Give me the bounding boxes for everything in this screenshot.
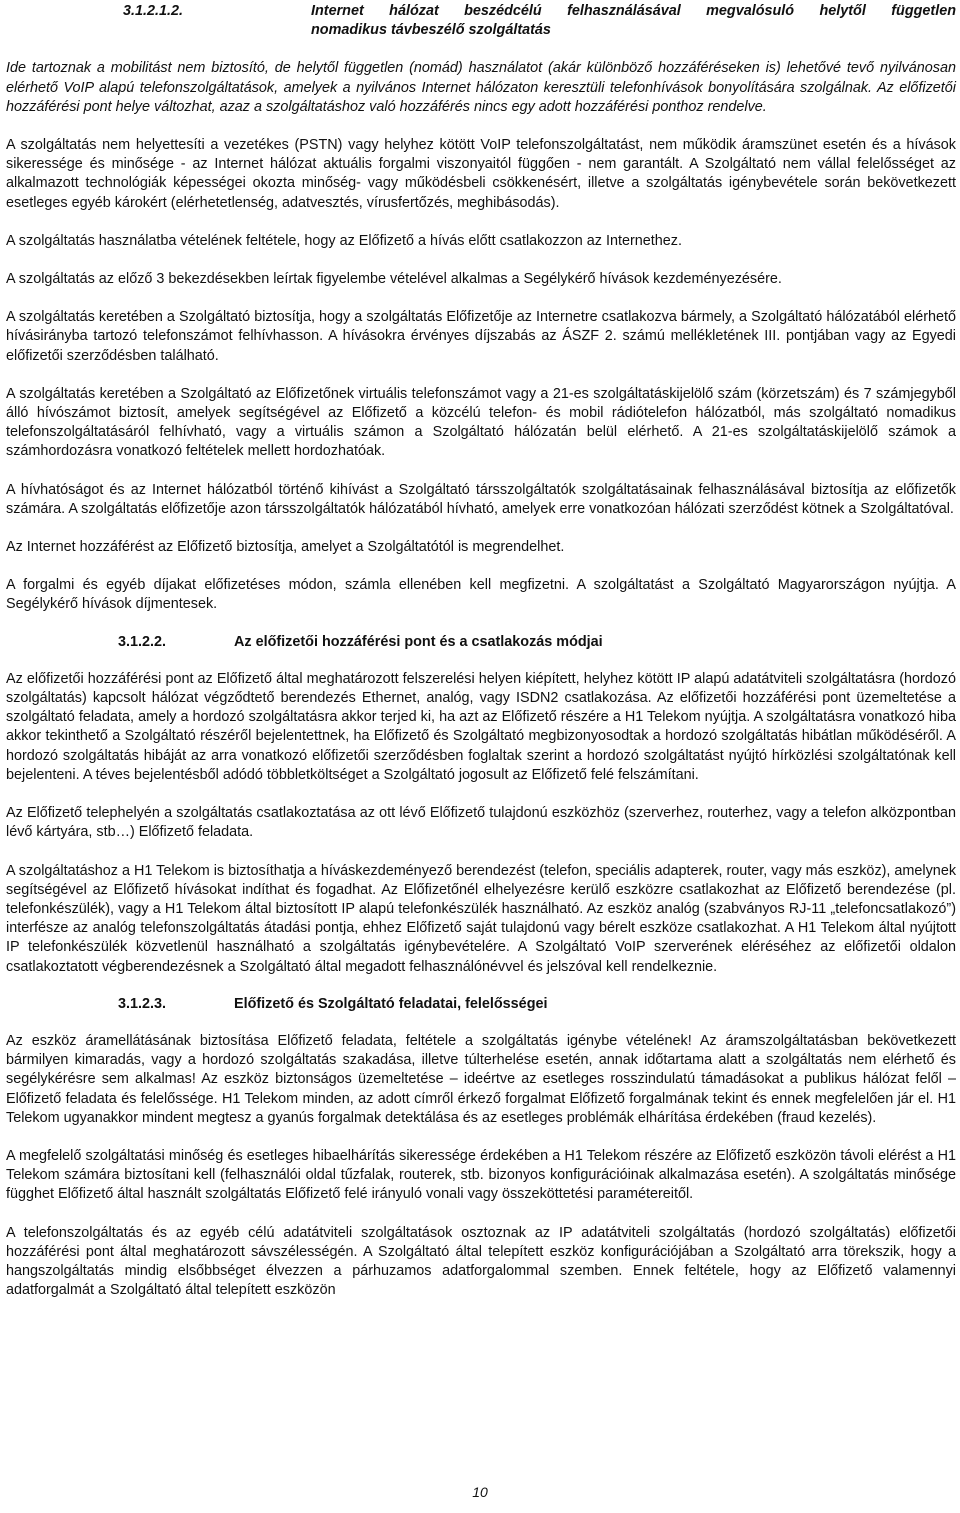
- paragraph: Az eszköz áramellátásának biztosítása Előfizető feladata, feltétele a szolgáltatás igénybe vételének! Az áramszolgáltatásban bekövetkezett bármilyen kimaradás, vagy a hordozó szolgáltatás szakadása, illetve túlterhelése esetén, annak időtartama alatt a szolgáltatás nem elérhető és segélykérésre sem alkalmas! Az eszköz biztonságos üzemeltetése – ideértve az esetleges rosszindulatú támadásokat a publikus hálózat felől – Előfizető feladata és felelőssége. H1 Telekom minden, az adott címről érkező forgalmat Előfizető forgalmának tekint és ennek megfelelően jár el. H1 Telekom ugyanakkor mindent megtesz a gyanús forgalmak detektálása és az esetleges problémák elhárítása érdekében (fraud kezelés).: [6, 1032, 956, 1126]
- page-number: 10: [472, 1484, 488, 1500]
- paragraph: A szolgáltatás keretében a Szolgáltató az Előfizetőnek virtuális telefonszámot vagy a 21-es szolgáltatáskijelölő szám (körzetszám) és 7 számjegyből álló hívószámot biztosít, amelyek segítségével az Előfizető a közcélú telefon- és mobil rádiótelefon hálózatból, más szolgáltató nomadikus telefonszolgáltatásáról felhívható, vagy a virtuális számon a Szolgáltató hálózatán belül elérhető. A 21-es szolgáltatáskijelölő számok a számhordozásra vonatkozó feltételek mellett hordozhatóak.: [6, 385, 956, 460]
- intro-paragraph: Ide tartoznak a mobilitást nem biztosító, de helytől független (nomád) használatot (akár különböző hozzáféréseken is) lehetővé tevő nyilvánosan elérhető VoIP alapú telefonszolgáltatások, amelyek a nyilvános Internet hálózaton keresztüli telefonhívások bonyolítására szolgálnak. Az előfizetői hozzáférési pont helye változhat, azaz a szolgáltatáshoz való hozzáférés nincs egy adott hozzáférési ponthoz rendelve.: [6, 60, 956, 115]
- paragraph: A szolgáltatás nem helyettesíti a vezetékes (PSTN) vagy helyhez kötött VoIP telefonszolgáltatást, nem működik áramszünet esetén és a hívások sikeressége és minősége - az Internet hálózat aktuális forgalmi viszonyaitól függően - nem garantált. A Szolgáltató nem vállal felelősséget az alkalmazott technológiák képességei okozta minőség- vagy működésbeli csökkenésért, illetve a szolgáltatás igénybevétele során bekövetkezett esetleges egyéb károkért (elérhetetlenség, adatvesztés, vírusfertőzés, meghibásodás).: [6, 137, 956, 211]
- section-number: 3.1.2.2.: [118, 633, 167, 650]
- section-title-line-1: Internet hálózat beszédcélú felhasználásával megvalósuló helytől független: [311, 3, 956, 19]
- section-title-line-2: nomadikus távbeszélő szolgáltatás: [311, 22, 551, 39]
- document-body: [6, 2, 956, 1300]
- section-heading-3-1-2-1-2: [6, 2, 956, 21]
- paragraph: Az Internet hozzáférést az Előfizető biztosítja, amelyet a Szolgáltatótól is megrendelhet.: [6, 539, 565, 556]
- section-number: 3.1.2.1.2.: [123, 3, 184, 19]
- paragraph: A megfelelő szolgáltatási minőség és esetleges hibaelhárítás sikeressége érdekében a H1 Telekom részére az Előfizető eszközön távoli elérést a H1 Telekom számára biztosítani kell (felhasználói oldal tűzfalak, routerek, stb. bizonyos konfigurációinak alkalmazása esetén). A szolgáltatás minősége függhet Előfizető által használt szolgáltatás Előfizető felé irányuló vonali vagy összeköttetési paramétereitől.: [6, 1147, 956, 1203]
- section-heading-3-1-2-2: [6, 633, 956, 652]
- paragraph: A hívhatóságot és az Internet hálózatból történő kihívást a Szolgáltató társszolgáltatók szolgáltatásainak felhasználásával biztosítja az előfizetők számára. A szolgáltatás előfizetője azon társszolgáltatók hálózatából hívható, amelyek erre vonatkozóan hálózati szerződést kötnek a Szolgáltatóval.: [6, 481, 956, 517]
- paragraph: A szolgáltatás keretében a Szolgáltató biztosítja, hogy a szolgáltatás Előfizetője az Internetre csatlakozva bármely, a Szolgáltató hálózatából elérhető hívásirányba tartozó telefonszámot felhívhasson. A hívásokra érvényes díjszabás az ÁSZF 2. számú mellékletének III. pontjában vagy az Egyedi előfizetői szerződésben található.: [6, 309, 956, 364]
- section-number: 3.1.2.3.: [118, 995, 167, 1012]
- section-title: Előfizető és Szolgáltató feladatai, felelősségei: [234, 995, 548, 1012]
- section-title: Az előfizetői hozzáférési pont és a csatlakozás módjai: [234, 633, 603, 650]
- paragraph: Az Előfizető telephelyén a szolgáltatás csatlakoztatása az ott lévő Előfizető tulajdonú eszközhöz (szerverhez, routerhez, vagy a telefon alközpontban lévő kártyára, stb…) Előfizető feladata.: [6, 805, 956, 841]
- paragraph: Az előfizetői hozzáférési pont az Előfizető által meghatározott felszerelési helyen kiépített, helyhez kötött IP alapú adatátviteli szolgáltatásra (hordozó szolgáltatás) kapcsolt hálózat végződtető berendezés Ethernet, analóg, vagy ISDN2 csatlakozása. Az előfizetői hozzáférési pont üzemeltetése a szolgáltató feladata, amely a hordozó szolgáltatásra akkor terjed ki, ha azt az Előfizető részére a H1 Telekom nyújtja. A szolgáltatásra vonatkozó hiba akkor tekinthető a Szolgáltató részéről bejelentettnek, ha Előfizető és Szolgáltató megbizonyosodtak a hordozó szolgáltatás hibátlan működéséről. A hordozó szolgáltatás hibáját az arra vonatkozó előfizetői szerződésben foglaltak szerint a hordozó szolgáltatást nyújtó hírközlési szolgáltatónak kell bejelenteni. A téves bejelentésből adódó többletköltséget a Szolgáltató jogosult az Előfizető felé felszámítani.: [6, 670, 956, 783]
- paragraph: A szolgáltatás használatba vételének feltétele, hogy az Előfizető a hívás előtt csatlakozzon az Internethez.: [6, 232, 682, 249]
- paragraph: A telefonszolgáltatás és az egyéb célú adatátviteli szolgáltatások osztoznak az IP adatátviteli szolgáltatás (hordozó szolgáltatás) előfizetői hozzáférési pont által meghatározott sávszélességén. A Szolgáltató által telepített eszköz konfigurációjában a Szolgáltató arra törekszik, hogy a hangszolgáltatás mindig elsőbbséget élvezzen a párhuzamos adatforgalommal szemben. Ennek feltétele, hogy az Előfizető valamennyi adatforgalmát a Szolgáltató által telepített eszközön: [6, 1224, 956, 1299]
- paragraph: A szolgáltatás az előző 3 bekezdésekben leírtak figyelembe vételével alkalmas a Segélykérő hívások kezdeményezésére.: [6, 271, 782, 288]
- section-heading-3-1-2-3: [6, 995, 956, 1014]
- paragraph: A szolgáltatáshoz a H1 Telekom is biztosíthatja a híváskezdeményező berendezést (telefon, speciális adapterek, router, vagy más eszköz), amelynek segítségével az Előfizető hívásokat indíthat és fogadhat. Az Előfizetőnél elhelyezésre kerülő eszközre csatlakozhat az Előfizető berendezése (pl. telefonkészülék), vagy a H1 Telekom által biztosított IP alapú telefonkészülék használható. Az eszköz analóg (szabványos RJ-11 „telefoncsatlakozó”) interfésze az analóg telefonszolgáltatás átadási pontja, ehhez Előfizető saját tulajdonú vagy bérelt eszköze csatlakozhat. A H1 Telekom által nyújtott IP telefonkészülék közvetlenül használható a szolgáltatás igénybevételére. A Szolgáltató VoIP szerverének eléréséhez az előfizetői oldalon csatlakoztatott végberendezésnek a Szolgáltató által megadott felhasználónévvel és jelszóval kell rendelkeznie.: [6, 862, 957, 975]
- paragraph: A forgalmi és egyéb díjakat előfizetéses módon, számla ellenében kell megfizetni. A szolgáltatást a Szolgáltató Magyarországon nyújtja. A Segélykérő hívások díjmentesek.: [6, 577, 956, 613]
